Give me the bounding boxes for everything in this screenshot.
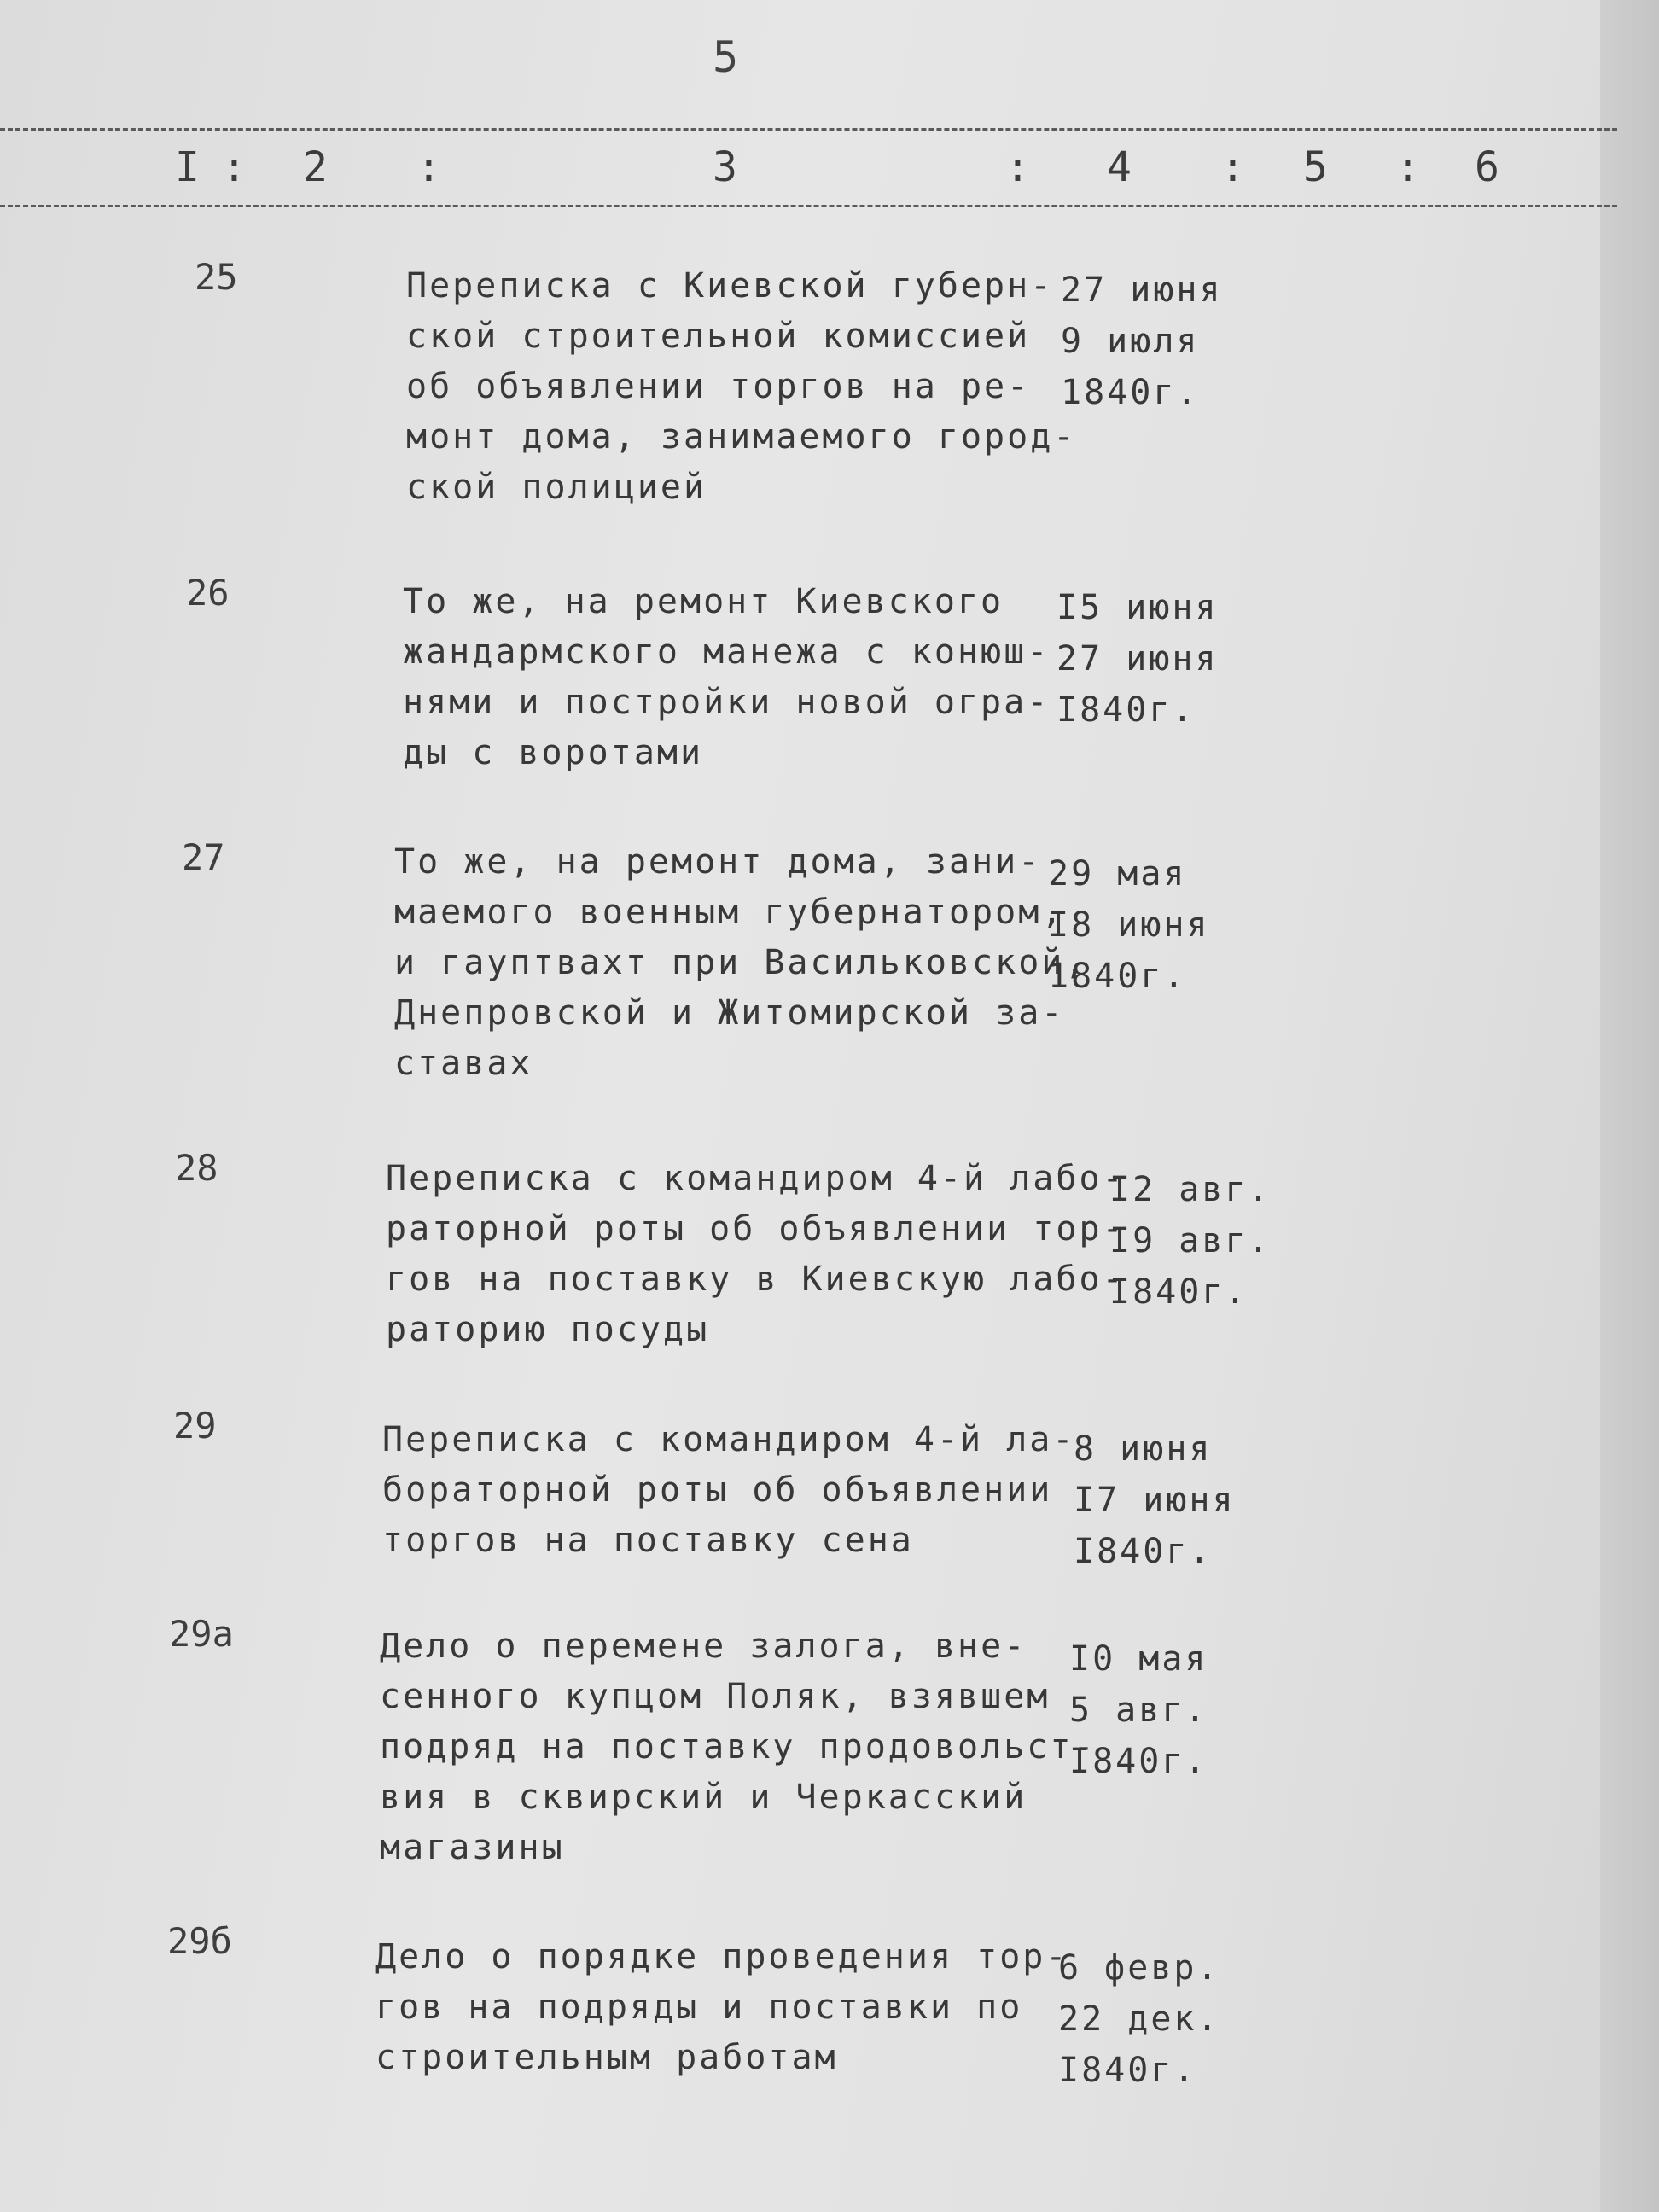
date-line: I0 мая — [1069, 1639, 1208, 1679]
description-line: То же, на ремонт Киевского — [403, 582, 1004, 621]
date-line: I9 авг. — [1109, 1221, 1272, 1260]
description-line: Переписка с командиром 4-й лабо- — [386, 1159, 1126, 1198]
entry-dates — [1061, 265, 1223, 418]
entry-dates — [1109, 1164, 1272, 1318]
column-header-5: 5 — [1303, 143, 1328, 191]
description-line: Дело о порядке проведения тор- — [375, 1937, 1069, 1976]
date-line: 1840г. — [1048, 957, 1187, 996]
column-separator: : — [416, 143, 441, 191]
column-header-6: 6 — [1475, 143, 1499, 191]
column-separator: : — [1395, 143, 1420, 191]
date-line: I840г. — [1109, 1272, 1249, 1312]
entry-number: 27 — [182, 836, 225, 878]
date-line: 9 июля — [1061, 322, 1200, 361]
date-line: I2 авг. — [1109, 1170, 1272, 1209]
date-line: 22 дек. — [1058, 2000, 1220, 2039]
description-line: ды с воротами — [403, 733, 704, 772]
date-line: I8 июня — [1048, 905, 1210, 945]
description-line: и гауптвахт при Васильковской, — [394, 943, 1088, 982]
description-line: ской строительной комиссией — [406, 317, 1031, 356]
column-header-4: 4 — [1107, 143, 1132, 191]
description-line: об объявлении торгов на ре- — [406, 367, 1031, 406]
description-line: Дело о перемене залога, вне- — [380, 1627, 1027, 1666]
header-rule-top — [0, 128, 1617, 131]
description-line: Переписка с Киевской губерн- — [406, 266, 1054, 306]
description-line: вия в сквирский и Черкасский — [380, 1778, 1027, 1817]
entry-description — [380, 1621, 1097, 1873]
page-edge-shadow — [1600, 0, 1659, 2212]
entry-description — [406, 261, 1076, 513]
description-line: торгов на поставку сена — [382, 1521, 914, 1560]
column-header-2: 2 — [303, 143, 328, 191]
date-line: I840г. — [1069, 1742, 1208, 1781]
page-number: 5 — [713, 32, 739, 82]
description-line: жандармского манежа с конюш- — [403, 632, 1051, 672]
entry-number: 28 — [175, 1147, 218, 1189]
date-line: 27 июня — [1057, 639, 1219, 678]
column-header-3: 3 — [713, 143, 737, 191]
entry-description — [382, 1415, 1075, 1566]
description-line: монт дома, занимаемого город- — [406, 417, 1077, 457]
description-line: магазины — [380, 1828, 565, 1867]
entry-number: 29 — [173, 1405, 217, 1447]
column-separator: : — [222, 143, 247, 191]
description-line: То же, на ремонт дома, зани- — [394, 842, 1042, 882]
date-line: I840г. — [1057, 690, 1196, 730]
date-line: 27 июня — [1061, 271, 1223, 310]
description-line: ской полицией — [406, 468, 707, 507]
description-line: подряд на поставку продовольст- — [380, 1727, 1097, 1767]
entry-dates — [1074, 1423, 1236, 1577]
entry-dates — [1048, 848, 1210, 1002]
entry-description — [375, 1932, 1068, 2083]
description-line: гов на подряды и поставки по — [375, 1988, 1023, 2027]
column-separator: : — [1005, 143, 1030, 191]
date-line: I5 июня — [1057, 588, 1219, 627]
date-line: 8 июня — [1074, 1429, 1213, 1469]
entry-number: 29а — [169, 1613, 234, 1655]
entry-description — [394, 837, 1087, 1089]
description-line: бораторной роты об объявлении — [382, 1470, 1053, 1510]
description-line: маемого военным губернатором, — [394, 893, 1065, 932]
entry-description — [403, 577, 1050, 778]
description-line: Днепровской и Житомирской за- — [394, 993, 1065, 1033]
date-line: I840г. — [1058, 2051, 1197, 2090]
entry-dates — [1069, 1633, 1208, 1787]
description-line: раторию посуды — [386, 1310, 710, 1349]
description-line: раторной роты об объявлении тор- — [386, 1209, 1126, 1249]
description-line: нями и постройки новой огра- — [403, 683, 1051, 722]
description-line: гов на поставку в Киевскую лабо- — [386, 1260, 1126, 1299]
date-line: 5 авг. — [1069, 1691, 1208, 1730]
description-line: ставах — [394, 1044, 533, 1083]
date-line: I840г. — [1074, 1532, 1213, 1571]
entry-dates — [1058, 1942, 1220, 2096]
entry-dates — [1057, 582, 1219, 736]
entry-number: 26 — [186, 572, 230, 614]
date-line: I7 июня — [1074, 1481, 1236, 1520]
entry-description — [386, 1154, 1126, 1355]
column-separator: : — [1220, 143, 1245, 191]
header-rule-bottom — [0, 205, 1617, 207]
date-line: 6 февр. — [1058, 1948, 1220, 1988]
entry-number: 25 — [195, 256, 238, 298]
date-line: 29 мая — [1048, 854, 1187, 894]
description-line: строительным работам — [375, 2038, 838, 2077]
entry-number: 29б — [167, 1920, 232, 1962]
column-header-1: I — [175, 143, 200, 191]
date-line: 1840г. — [1061, 373, 1200, 412]
description-line: Переписка с командиром 4-й ла- — [382, 1420, 1076, 1459]
description-line: сенного купцом Поляк, взявшем — [380, 1677, 1051, 1716]
